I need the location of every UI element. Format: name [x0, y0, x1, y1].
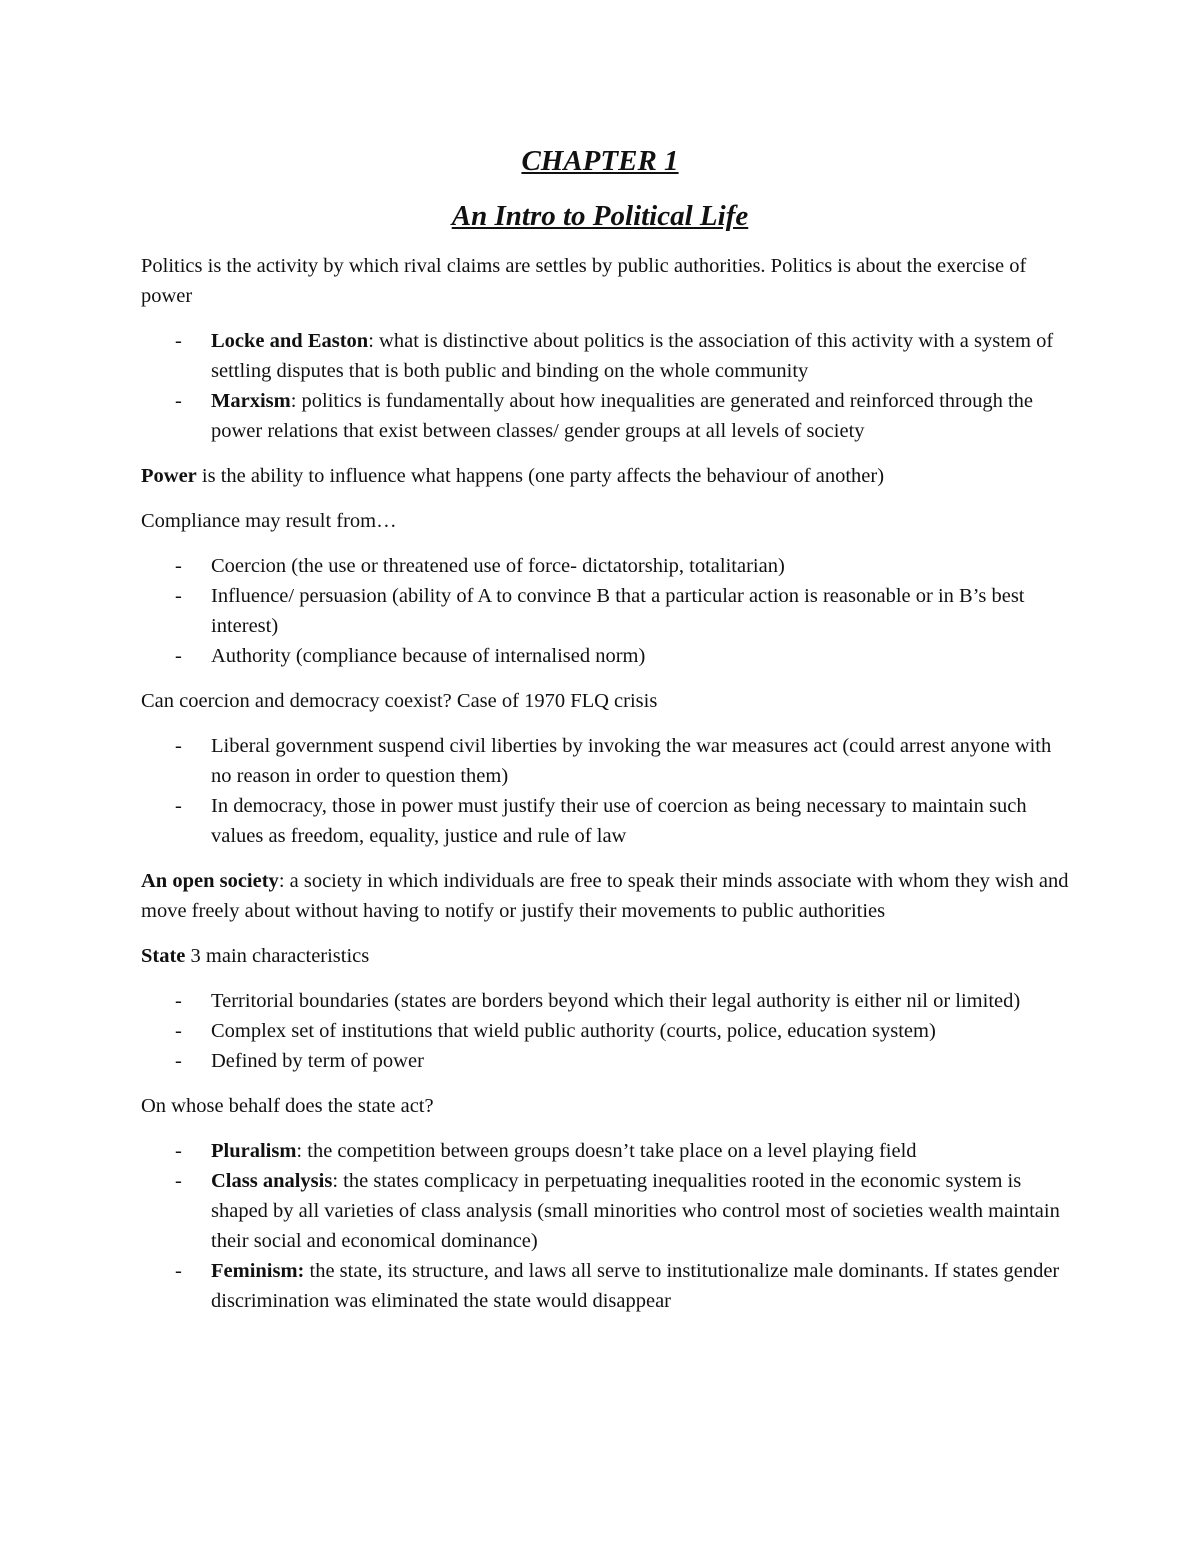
term-text: : a society in which individuals are free to speak their minds associate with whom they wish and move freely about without having to notify or justify their movements to public authorities	[141, 870, 1069, 922]
term-label: Marxism	[211, 390, 291, 412]
bullet-dash: -	[175, 990, 182, 1012]
politics-views-list	[141, 326, 1071, 446]
term-text: is the ability to influence what happens (one party affects the behaviour of another)	[196, 465, 885, 487]
term-label: Class analysis	[211, 1170, 333, 1192]
chapter-subtitle: An Intro to Political Life	[451, 200, 749, 232]
item-text: In democracy, those in power must justify their use of coercion as being necessary to maintain such values as freedom, equality, justice and rule of law	[211, 795, 1027, 847]
compliance-intro: Compliance may result from…	[141, 510, 397, 532]
term-text: : politics is fundamentally about how inequalities are generated and reinforced through the power relations that exist between classes/ gender groups at all levels of society	[211, 390, 1034, 442]
bullet-dash: -	[175, 390, 182, 412]
coercion-question: Can coercion and democracy coexist? Case of 1970 FLQ crisis	[141, 690, 658, 712]
list-item	[141, 1046, 1071, 1076]
term-label: State	[141, 945, 186, 967]
list-item	[141, 641, 1071, 671]
coercion-list	[141, 731, 1071, 851]
term-label: An open society	[141, 870, 279, 892]
list-item	[141, 1016, 1071, 1046]
term-text: : what is distinctive about politics is the association of this activity with a system of settling disputes that is both public and binding on the whole community	[211, 330, 1054, 382]
list-item	[141, 791, 1071, 851]
list-item	[141, 386, 1071, 446]
item-text: Coercion (the use or threatened use of force- dictatorship, totalitarian)	[211, 555, 785, 577]
state-characteristics-list	[141, 986, 1071, 1076]
bullet-dash: -	[175, 1170, 182, 1192]
chapter-heading: CHAPTER 1	[521, 145, 679, 177]
bullet-dash: -	[175, 1050, 182, 1072]
list-item	[141, 1166, 1071, 1256]
open-society-definition	[141, 866, 1071, 926]
item-text: Influence/ persuasion (ability of A to convince B that a particular action is reasonable or in B’s best interest)	[211, 585, 1025, 637]
term-text: : the states complicacy in perpetuating inequalities rooted in the economic system is shaped by all varieties of class analysis (small minorities who control most of societies wealth maintain their social and economical dominance)	[211, 1170, 1060, 1252]
term-text: 3 main characteristics	[185, 945, 370, 967]
bullet-dash: -	[175, 585, 182, 607]
term-label: Pluralism	[211, 1140, 297, 1162]
bullet-dash: -	[175, 645, 182, 667]
item-text: Liberal government suspend civil liberties by invoking the war measures act (could arrest anyone with no reason in order to question them)	[211, 735, 1052, 787]
state-heading	[141, 941, 1071, 971]
list-item	[141, 986, 1071, 1016]
behalf-question: On whose behalf does the state act?	[141, 1095, 434, 1117]
list-item	[141, 326, 1071, 386]
state-theories-list	[141, 1136, 1071, 1316]
item-text: Defined by term of power	[211, 1050, 424, 1072]
bullet-dash: -	[175, 1140, 182, 1162]
term-text: : the competition between groups doesn’t take place on a level playing field	[296, 1140, 917, 1162]
item-text: Complex set of institutions that wield public authority (courts, police, education system)	[211, 1020, 936, 1042]
bullet-dash: -	[175, 1020, 182, 1042]
term-label: Feminism:	[211, 1260, 305, 1282]
politics-definition: Politics is the activity by which rival claims are settles by public authorities. Politics is about the exercise of power	[141, 255, 1027, 307]
term-label: Power	[141, 465, 197, 487]
list-item	[141, 551, 1071, 581]
term-text: the state, its structure, and laws all serve to institutionalize male dominants. If states gender discrimination was eliminated the state would disappear	[211, 1260, 1060, 1312]
compliance-list	[141, 551, 1071, 671]
list-item	[141, 1136, 1071, 1166]
list-item	[141, 731, 1071, 791]
bullet-dash: -	[175, 555, 182, 577]
document-body	[141, 251, 1071, 1331]
bullet-dash: -	[175, 795, 182, 817]
bullet-dash: -	[175, 1260, 182, 1282]
list-item	[141, 1256, 1071, 1316]
term-label: Locke and Easton	[211, 330, 369, 352]
bullet-dash: -	[175, 330, 182, 352]
power-definition	[141, 461, 1071, 491]
list-item	[141, 581, 1071, 641]
item-text: Authority (compliance because of internalised norm)	[211, 645, 646, 667]
item-text: Territorial boundaries (states are borders beyond which their legal authority is either nil or limited)	[211, 990, 1021, 1012]
bullet-dash: -	[175, 735, 182, 757]
